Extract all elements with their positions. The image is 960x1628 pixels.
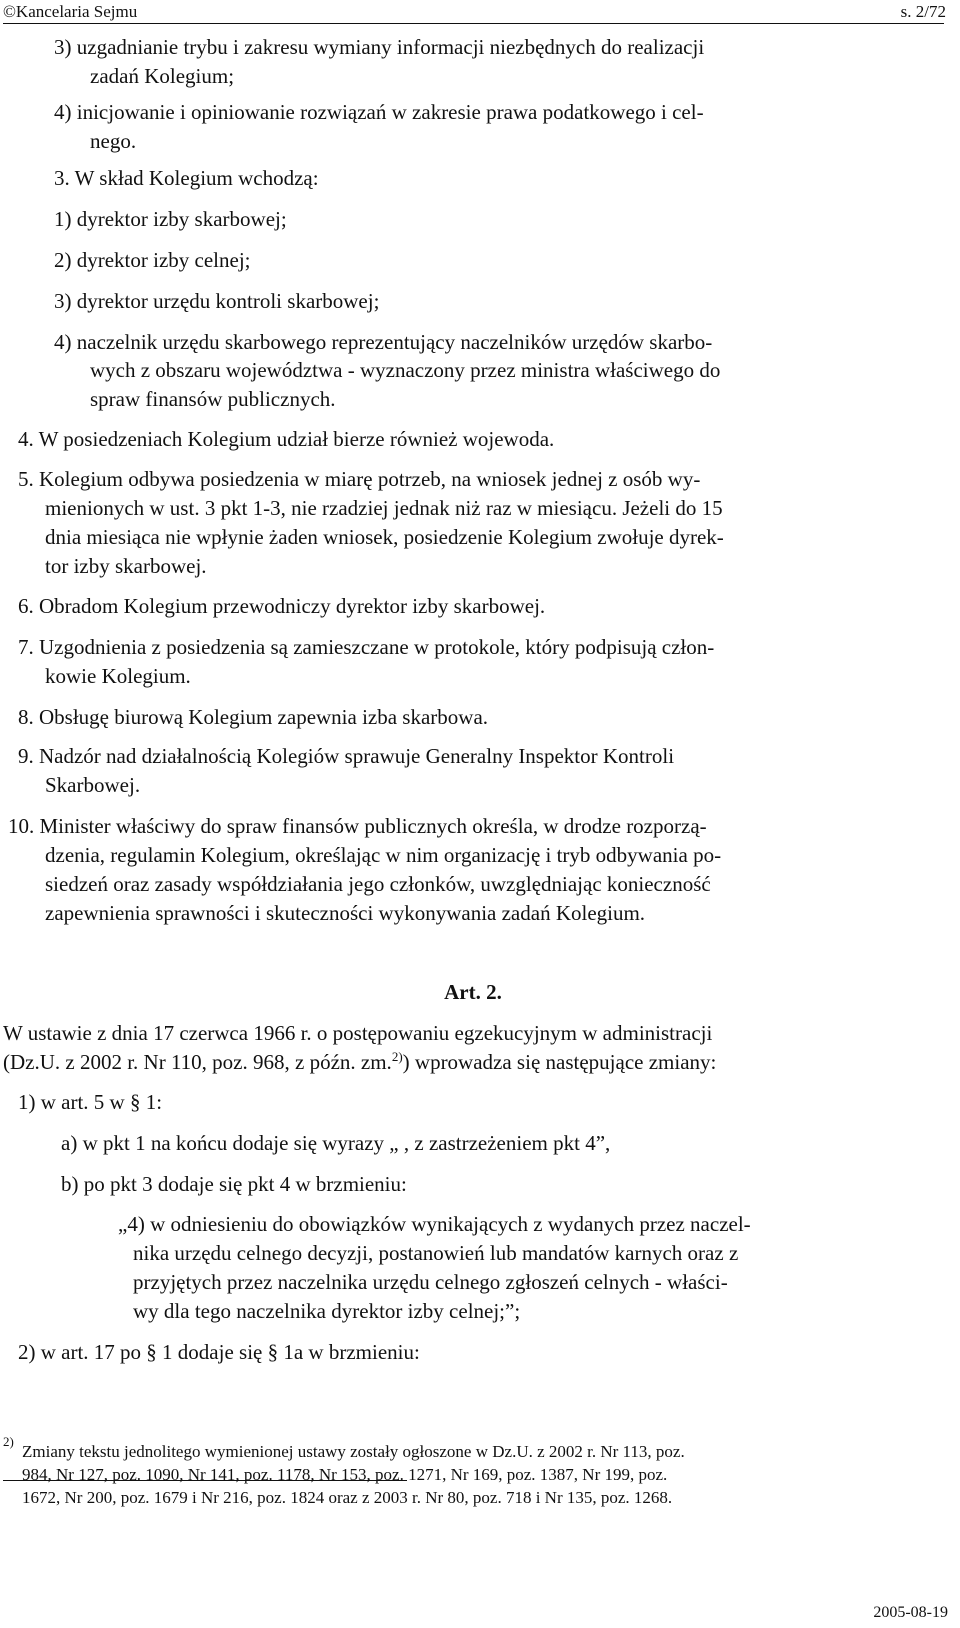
- text-line: 2) w art. 17 po § 1 dodaje się § 1a w brzmieniu:: [18, 1340, 420, 1364]
- text-line: 4) inicjowanie i opiniowanie rozwiązań w zakresie prawa podatkowego i cel-: [54, 100, 704, 124]
- text-line: 3) uzgadnianie trybu i zakresu wymiany informacji niezbędnych do realizacji: [54, 35, 705, 59]
- text-line: 2) dyrektor izby celnej;: [54, 248, 251, 272]
- header-rule: [3, 23, 944, 24]
- text-line: zapewnienia sprawności i skuteczności wykonywania zadań Kolegium.: [45, 901, 646, 925]
- text-line: siedzeń oraz zasady współdziałania jego członków, uwzględniając konieczność: [45, 872, 711, 896]
- footnote-line: 984, Nr 127, poz. 1090, Nr 141, poz. 1178, Nr 153, poz. 1271, Nr 169, poz. 1387, Nr 199, poz.: [22, 1465, 668, 1484]
- text-line: Skarbowej.: [45, 773, 141, 797]
- text-line: 7. Uzgodnienia z posiedzenia są zamieszczane w protokole, który podpisują człon-: [18, 635, 715, 659]
- document-date: 2005-08-19: [873, 1604, 948, 1621]
- text-line: b) po pkt 3 dodaje się pkt 4 w brzmieniu:: [61, 1172, 407, 1196]
- text-line: mienionych w ust. 3 pkt 1-3, nie rzadziej jednak niż raz w miesiącu. Jeżeli do 15: [45, 496, 723, 520]
- text-line: 9. Nadzór nad działalnością Kolegiów sprawuje Generalny Inspektor Kontroli: [18, 744, 675, 768]
- text-segment: (Dz.U. z 2002 r. Nr 110, poz. 968, z późn. zm.: [3, 1050, 392, 1074]
- text-line: 1) w art. 5 w § 1:: [18, 1090, 163, 1114]
- text-line: wy dla tego naczelnika dyrektor izby celnej;”;: [133, 1299, 521, 1323]
- text-line: nika urzędu celnego decyzji, postanowień lub mandatów karnych oraz z: [133, 1241, 739, 1265]
- text-line: 3) dyrektor urzędu kontroli skarbowej;: [54, 289, 380, 313]
- text-line: dnia miesiąca nie wpłynie żaden wniosek, posiedzenie Kolegium zwołuje dyrek-: [45, 525, 724, 549]
- text-line: 3. W skład Kolegium wchodzą:: [54, 166, 319, 190]
- text-line: 1) dyrektor izby skarbowej;: [54, 207, 287, 231]
- text-line: 4. W posiedzeniach Kolegium udział bierze również wojewoda.: [18, 427, 555, 451]
- text-line: tor izby skarbowej.: [45, 554, 207, 578]
- text-line: nego.: [90, 129, 137, 153]
- footnote-line: Zmiany tekstu jednolitego wymienionej ustawy zostały ogłoszone w Dz.U. z 2002 r. Nr 113, poz.: [22, 1442, 685, 1461]
- text-line: 8. Obsługę biurową Kolegium zapewnia izba skarbowa.: [18, 705, 489, 729]
- text-segment: ) wprowadza się następujące zmiany:: [402, 1050, 717, 1074]
- footnote-mark: 2): [3, 1434, 14, 1449]
- text-line: spraw finansów publicznych.: [90, 387, 336, 411]
- text-line: dzenia, regulamin Kolegium, określając w nim organizację i tryb odbywania po-: [45, 843, 722, 867]
- text-line: przyjętych przez naczelnika urzędu celnego zgłoszeń celnych - właści-: [133, 1270, 728, 1294]
- footnote-line: 1672, Nr 200, poz. 1679 i Nr 216, poz. 1824 oraz z 2003 r. Nr 80, poz. 718 i Nr 135, poz. 1268.: [22, 1488, 673, 1507]
- text-line: wych z obszaru województwa - wyznaczony przez ministra właściwego do: [90, 358, 721, 382]
- header-copyright: ©Kancelaria Sejmu: [3, 2, 138, 21]
- footnote-reference: 2): [391, 1049, 403, 1064]
- text-line: kowie Kolegium.: [45, 664, 191, 688]
- text-line: „4) w odniesieniu do obowiązków wynikających z wydanych przez naczel-: [118, 1212, 751, 1236]
- text-line: 10. Minister właściwy do spraw finansów publicznych określa, w drodze rozporzą-: [8, 814, 707, 838]
- text-line: 4) naczelnik urzędu skarbowego reprezentujący naczelników urzędów skarbo-: [54, 330, 713, 354]
- text-line: a) w pkt 1 na końcu dodaje się wyrazy „ , z zastrzeżeniem pkt 4”,: [61, 1131, 611, 1155]
- header-page-number: s. 2/72: [900, 2, 946, 21]
- text-line: zadań Kolegium;: [90, 64, 235, 88]
- text-line-with-footnote: [3, 1048, 716, 1077]
- text-line: W ustawie z dnia 17 czerwca 1966 r. o postępowaniu egzekucyjnym w administracji: [3, 1021, 713, 1045]
- text-line: 6. Obradom Kolegium przewodniczy dyrektor izby skarbowej.: [18, 594, 546, 618]
- text-line: 5. Kolegium odbywa posiedzenia w miarę potrzeb, na wniosek jednej z osób wy-: [18, 467, 701, 491]
- article-heading: Art. 2.: [444, 980, 502, 1004]
